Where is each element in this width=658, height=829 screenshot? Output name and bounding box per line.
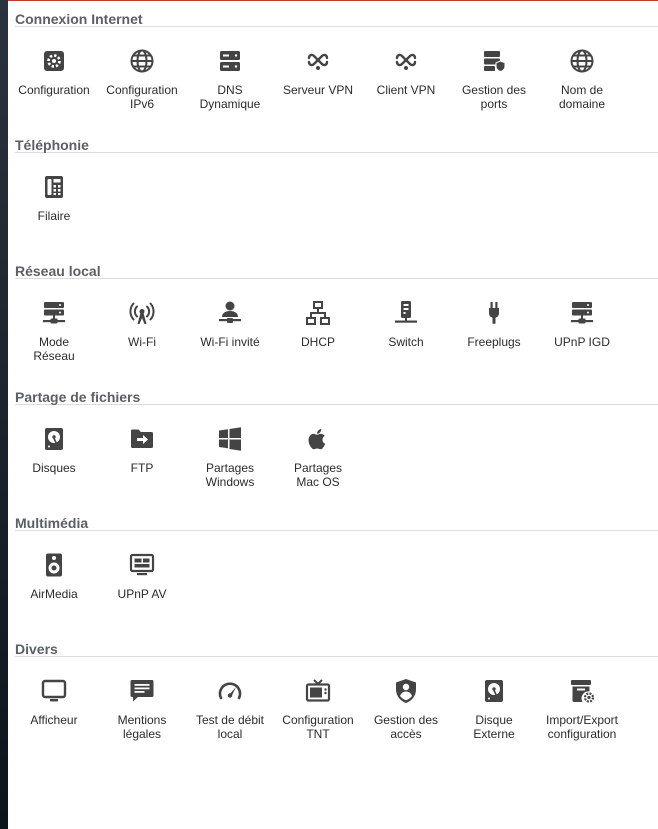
media-screen-icon [127,551,157,579]
item-afficheur[interactable] [10,677,98,741]
item-dns-dynamique[interactable] [186,47,274,111]
item-switch[interactable] [362,299,450,363]
item-label: Partages Mac OS [293,461,343,489]
item-label: Serveur VPN [282,83,354,97]
windows-icon [215,425,245,453]
item-label: Configuration TNT [282,713,354,741]
item-label: UPnP IGD [554,335,610,349]
server-shield-icon [479,47,509,75]
section-divers [8,630,658,756]
item-label: Import/Export configuration [545,713,619,741]
globe-icon [127,47,157,75]
hard-disk-icon [39,425,69,453]
apple-icon [303,425,333,453]
item-label: FTP [130,461,154,475]
vpn-icon [303,47,333,75]
section-title: Réseau local [15,263,101,279]
item-label: Nom de domaine [558,83,606,111]
item-disque-externe[interactable] [450,677,538,741]
item-label: Freeplugs [467,335,521,349]
section-partage-de-fichiers [8,378,658,504]
item-client-vpn[interactable] [362,47,450,111]
item-upnp-av[interactable] [98,551,186,601]
monitor-icon [39,677,69,705]
item-wifi-invite[interactable] [186,299,274,363]
globe-icon [567,47,597,75]
item-label: UPnP AV [117,587,167,601]
item-label: Test de débit local [195,713,265,741]
window-left-edge [0,0,8,829]
item-label: Partages Windows [205,461,255,489]
item-gestion-des-ports[interactable] [450,47,538,111]
section-title: Multimédia [15,515,89,531]
user-shield-icon [391,677,421,705]
section-title: Partage de fichiers [15,389,141,405]
item-label: Gestion des accès [373,713,439,741]
desk-phone-icon [39,173,69,201]
item-disques[interactable] [10,425,98,489]
item-gestion-des-acces[interactable] [362,677,450,741]
section-reseau-local [8,252,658,378]
switch-icon [391,299,421,327]
settings-panel [8,0,658,829]
network-server-icon [39,299,69,327]
item-import-export-configuration[interactable] [538,677,626,741]
item-label: Wi-Fi invité [200,335,260,349]
tv-icon [303,677,333,705]
item-label: Client VPN [376,83,436,97]
item-label: Configuration [18,83,90,97]
item-label: Filaire [37,209,71,223]
item-label: Wi-Fi [128,335,156,349]
item-label: Switch [388,335,424,349]
item-test-de-debit-local[interactable] [186,677,274,741]
section-title: Connexion Internet [15,11,143,27]
item-label: Gestion des ports [461,83,527,111]
item-configuration-ipv6[interactable] [98,47,186,111]
speedometer-icon [215,677,245,705]
network-server-icon [567,299,597,327]
sitemap-icon [303,299,333,327]
item-label: Disques [32,461,76,475]
guest-network-icon [215,299,245,327]
item-nom-de-domaine[interactable] [538,47,626,111]
message-icon [127,677,157,705]
item-label: DHCP [300,335,335,349]
item-serveur-vpn[interactable] [274,47,362,111]
item-freeplugs[interactable] [450,299,538,363]
hard-disk-icon [479,677,509,705]
item-airmedia[interactable] [10,551,98,601]
server-icon [215,47,245,75]
item-partages-windows[interactable] [186,425,274,489]
section-telephonie [8,126,658,252]
item-label: DNS Dynamique [199,83,261,111]
vpn-icon [391,47,421,75]
item-partages-mac-os[interactable] [274,425,362,489]
item-label: Afficheur [30,713,78,727]
archive-gear-icon [567,677,597,705]
item-label: Mode Réseau [33,335,75,363]
folder-arrow-icon [127,425,157,453]
item-configuration[interactable] [10,47,98,111]
item-dhcp[interactable] [274,299,362,363]
item-mentions-legales[interactable] [98,677,186,741]
section-multimedia [8,504,658,630]
item-label: AirMedia [30,587,78,601]
item-wifi[interactable] [98,299,186,363]
section-title: Divers [15,641,58,657]
item-label: Mentions légales [117,713,167,741]
item-upnp-igd[interactable] [538,299,626,363]
wifi-antenna-icon [127,299,157,327]
item-label: Configuration IPv6 [106,83,178,111]
item-configuration-tnt[interactable] [274,677,362,741]
gear-icon [39,47,69,75]
plug-icon [479,299,509,327]
item-mode-reseau[interactable] [10,299,98,363]
section-title: Téléphonie [15,137,89,153]
section-connexion-internet [8,0,658,126]
item-ftp[interactable] [98,425,186,489]
speaker-icon [39,551,69,579]
item-filaire[interactable] [10,173,98,223]
item-label: Disque Externe [473,713,515,741]
